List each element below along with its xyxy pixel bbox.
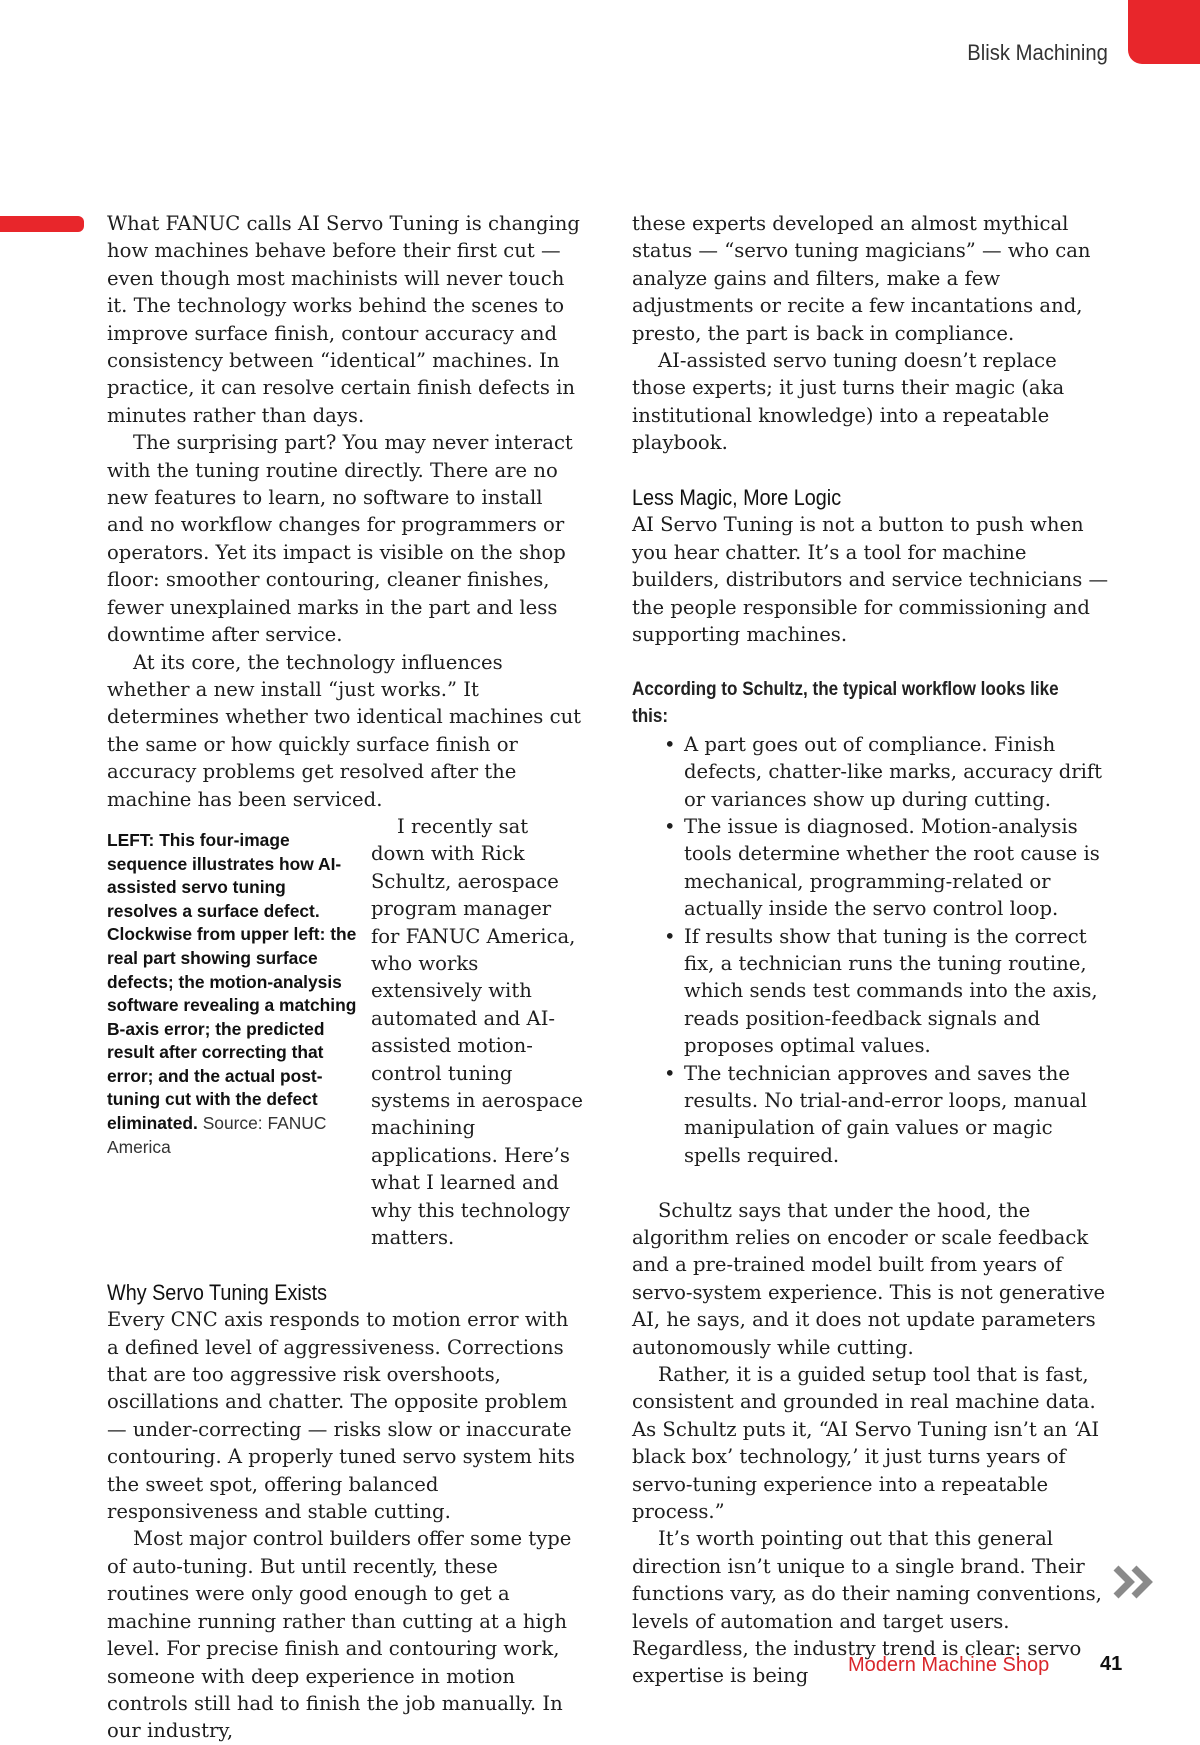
intro-paragraph-2: The surprising part? You may never interact with the tuning routine directly. There are no new features to learn, no software to install and no workflow changes for programmers or operators. Yet its impact is visible on the shop floor: smoother contouring, cleaner finishes, fewer unexplained marks in the part and less downtime after service. — [107, 431, 573, 647]
double-chevron-right-icon — [1112, 1564, 1156, 1600]
why-paragraph-2: Most major control builders offer some type of auto-tuning. But until recently, these routines were only good enough to get a machine running rather than cutting at a high level. For precise finish and contouring work, someone with deep experience in motion controls still had to finish the job manually. In our industry, — [107, 1527, 572, 1743]
publication-name: Modern Machine Shop — [848, 1654, 1050, 1676]
caption-label: LEFT: — [107, 829, 155, 850]
magic-paragraph-3: Rather, it is a guided setup tool that is fast, consistent and grounded in real machine data. As Schultz puts it, “AI Servo Tuning isn’t an ‘AI black box’ technology,’ it just turns years of servo-tuning experience into a repeatable process.” — [632, 1363, 1100, 1524]
caption-split — [107, 813, 585, 1252]
caption-source: Source: FANUC America — [107, 1113, 327, 1157]
running-head: Blisk Machining — [967, 40, 1108, 65]
magic-paragraph-2: Schultz says that under the hood, the algorithm relies on encoder or scale feedback and a pre-trained model built from years of servo-system experience. This is not generative AI, he says, and it does not update parameters autonomously while cutting. — [632, 1198, 1106, 1359]
why-paragraph-1: Every CNC axis responds to motion error with a defined level of aggressiveness. Corrections that are too aggressive risk overshoots, oscillations and chatter. The opposite problem — under-correcting — risks slow or inaccurate contouring. A properly tuned servo system hits the sweet spot, offering balanced responsiveness and stable cutting. — [107, 1308, 575, 1524]
caption-text: This four-image sequence illustrates how AI-assisted servo tuning resolves a surface defect. Clockwise from upper left: the real part showing surface defects; the motion-analysis software revealing a matching B-axis error; the predicted result after correcting that error; and the actual post-tuning cut with the defect eliminated. — [107, 829, 357, 1134]
magic-paragraph-1: AI Servo Tuning is not a button to push when you hear chatter. It’s a tool for machine builders, distributors and service technicians — the people responsible for commissioning and supporting machines. — [632, 513, 1109, 647]
heading-why-servo-tuning: Why Servo Tuning Exists — [107, 1279, 328, 1305]
heading-less-magic: Less Magic, More Logic — [632, 485, 842, 511]
playbook-paragraph: AI-assisted servo tuning doesn’t replace those experts; it just turns their magic (aka institutional knowledge) into a repeatable playbook. — [632, 349, 1065, 455]
corner-accent-tab — [1128, 0, 1200, 64]
workflow-item: • The issue is diagnosed. Motion-analysis tools determine whether the root cause is mechanical, programming-related or actually inside the servo control loop. — [664, 813, 1112, 923]
magicians-paragraph: these experts developed an almost mythical status — “servo tuning magicians” — who can analyze gains and filters, make a few adjustments or recite a few incantations and, presto, the part is back in compliance. — [632, 212, 1091, 345]
right-column — [632, 210, 1112, 1690]
margin-accent-bar — [0, 216, 84, 232]
page-number: 41 — [1100, 1653, 1123, 1675]
left-column — [107, 210, 585, 1745]
photo-caption — [107, 813, 357, 1252]
intro-paragraph-4: I recently sat down with Rick Schultz, aerospace program manager for FANUC America, who works extensively with automated and AI-assisted motion-control tuning systems in aerospace machining applications. Here’s what I learned and why this technology matters. — [371, 814, 583, 1250]
magic-paragraph-4: It’s worth pointing out that this general direction isn’t unique to a single brand. Their functions vary, as do their naming conventions, levels of automation and target users. Regardless, the industry trend is clear: servo expertise is being — [632, 1527, 1102, 1688]
workflow-item: • A part goes out of compliance. Finish defects, chatter-like marks, accuracy drift or variances show up during cutting. — [664, 731, 1112, 813]
workflow-lead-in: According to Schultz, the typical workflow looks like this: — [632, 678, 1059, 728]
workflow-list — [632, 731, 1112, 1170]
intro-paragraph-3: At its core, the technology influences whether a new install “just works.” It determines whether two identical machines cut the same or how quickly surface finish or accuracy problems get resolved after the machine has been serviced. — [107, 650, 582, 811]
workflow-item: • The technician approves and saves the results. No trial-and-error loops, manual manipulation of gain values or magic spells required. — [664, 1060, 1112, 1170]
intro-paragraph-1: What FANUC calls AI Servo Tuning is changing how machines behave before their first cut — even though most machinists will never touch it. The technology works behind the scenes to improve surface finish, contour accuracy and consistency between “identical” machines. In practice, it can resolve certain finish defects in minutes rather than days. — [107, 212, 580, 427]
workflow-item: • If results show that tuning is the correct fix, a technician runs the tuning routine, which sends test commands into the axis, reads position-feedback signals and proposes optimal values. — [664, 923, 1112, 1060]
